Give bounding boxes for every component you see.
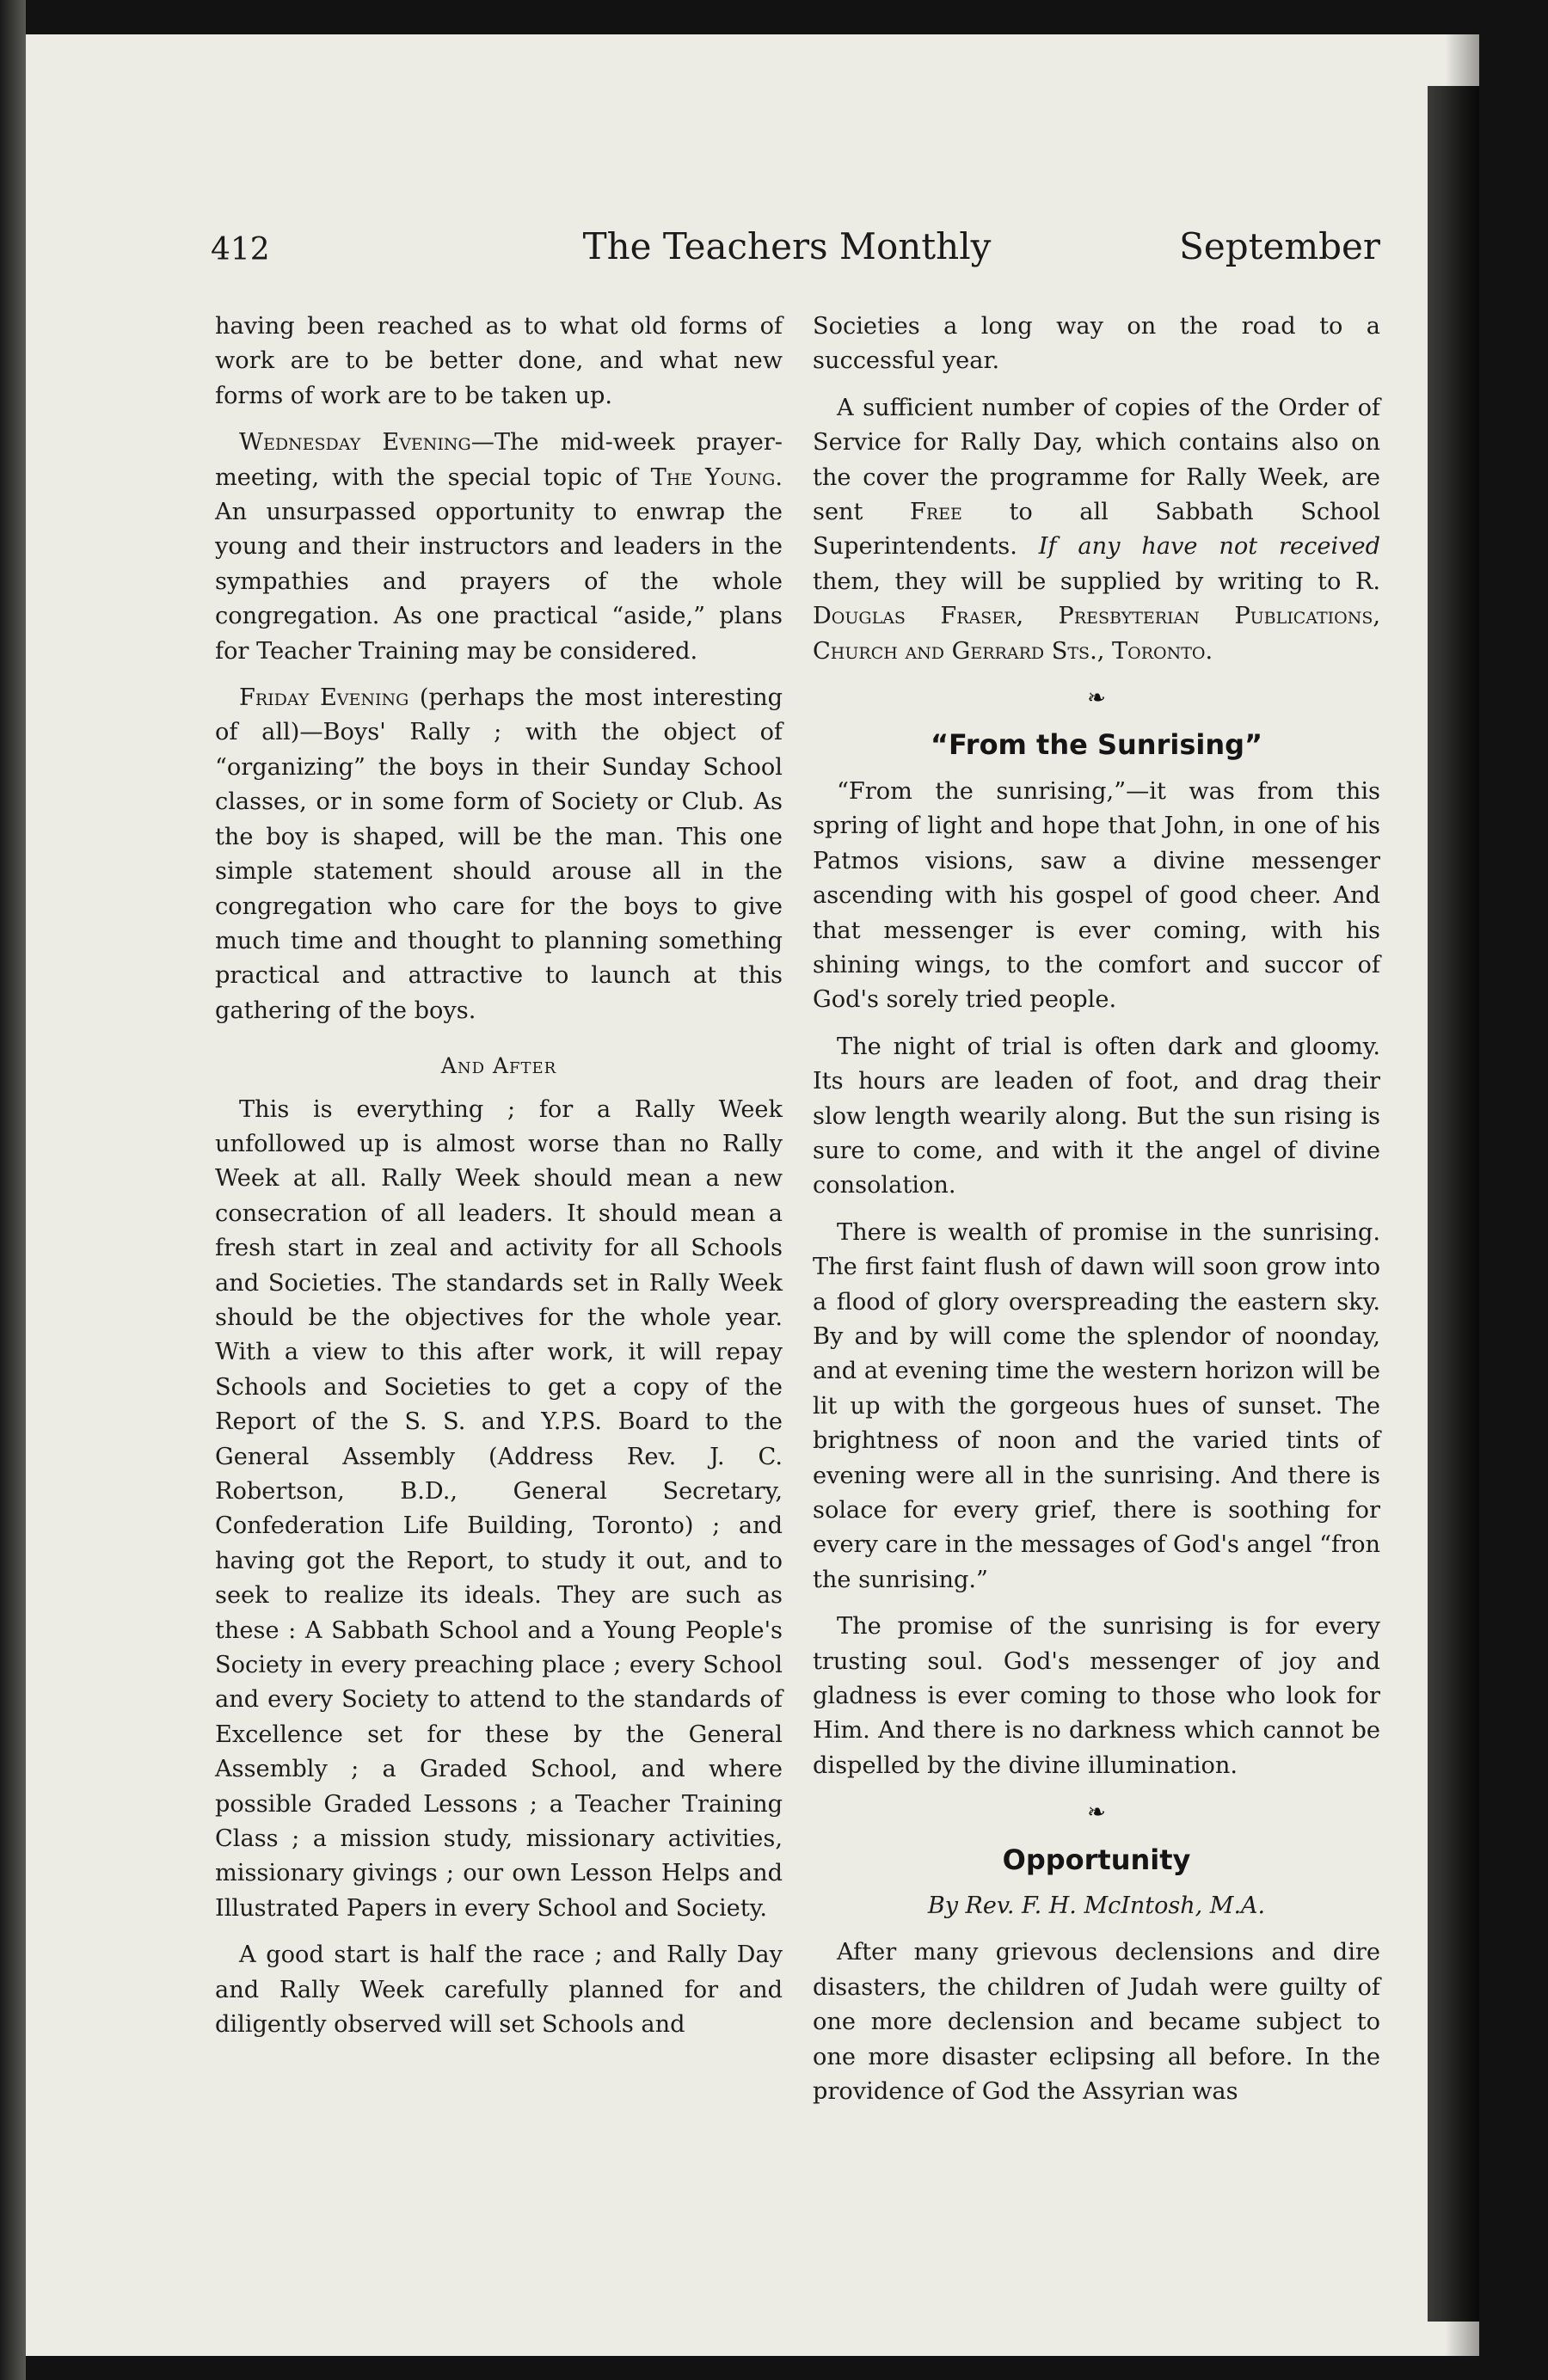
good-start-paragraph: A good start is half the race ; and Rally Day and Rally Week carefully planned for and diligently observed will set Schools and [215, 1941, 783, 2039]
running-header [194, 225, 1380, 277]
wednesday-paragraph [215, 426, 783, 669]
wednesday-text-a: —The mid-week prayer-meeting, with the special topic of [215, 429, 783, 491]
continuation-paragraph: having been reached as to what old forms of work are to be better done, and what new forms of work are to be taken up. [215, 313, 783, 409]
order-text-a: A sufficient number of copies of the Order of Service for Rally Day, which contains also on the cover the programme for Rally Week, are sent [813, 394, 1380, 526]
wednesday-lead: Wednesday Evening [239, 429, 471, 457]
order-italic: If any have not received [1038, 533, 1380, 561]
journal-title: The Teachers Monthly [582, 225, 992, 267]
order-text-c: them, they will be supplied by writing to [813, 567, 1355, 595]
friday-text: (perhaps the most interesting of all)—Boys' Rally ; with the object of “organizing” the boys in their Sunday School classes, or in some form of Society or Club. As the boy is shaped, will be the man. This one simple statement should arouse all in the congregation who care for the boys to give much time and thought to planning something practical and attractive to launch at this gathering of the boys. [215, 684, 783, 1024]
order-free: Free [910, 499, 962, 526]
opportunity-byline: By Rev. F. H. McIntosh, M.A. [927, 1892, 1266, 1920]
sunrising-paragraph-3: There is wealth of promise in the sunrising. The first faint flush of dawn will soon grow into a flood of glory overspreading the eastern sky. By and by will come the splendor of noonday, and at evening time the western horizon will be lit up with the gorgeous hues of sunset. The brightness of noon and the varied tints of evening were all in the sunrising. And there is solace for every grief, there is soothing for every care in the messages of God's angel “fron the sunrising.” [813, 1218, 1380, 1593]
left-page-edge [0, 0, 26, 2380]
opportunity-heading: Opportunity [1002, 1843, 1191, 1876]
page-number: 412 [211, 232, 270, 267]
friday-lead: Friday Evening [239, 684, 409, 712]
continuation-paragraph-right: Societies a long way on the road to a successful year. [813, 313, 1380, 375]
sunrising-heading: “From the Sunrising” [930, 728, 1263, 762]
and-after-paragraph: This is everything ; for a Rally Week unfollowed up is almost worse than no Rally Week at all. Rally Week should mean a new consecration of all leaders. It should mean a fresh start in zeal and activity for all Schools and Societies. The standards set in Rally Week should be the objectives for the whole year. With a view to this after work, it will repay Schools and Societies to get a copy of the Report of the S. S. and Y.P.S. Board to the General Assembly (Address Rev. J. C. Robertson, B.D., General Secretary, Confederation Life Building, Toronto) ; and having got the Report, to study it out, and to seek to realize its ideals. They are such as these : A Sabbath School and a Young People's Society in every preaching place ; every School and every Society to attend to the standards of Excellence set for these by the General Assembly ; a Graded School, and where possible Graded Lessons ; a Teacher Training Class ; a mission study, missionary activities, missionary givings ; our own Lesson Helps and Illustrated Papers in every School and Society. [215, 1095, 783, 1922]
opportunity-paragraph-1: After many grievous declensions and dire disasters, the children of Judah were guilty of one more declension and became subject to one more disaster eclipsing all before. In the providence of God the Assyrian was [813, 1939, 1380, 2106]
sunrising-paragraph-1: “From the sunrising,”—it was from this spring of light and hope that John, in one of his Patmos visions, saw a divine messenger ascending with his gospel of good cheer. And that messenger is ever coming, with his shining wings, to the comfort and succor of God's sorely tried people. [813, 777, 1380, 1014]
issue-month: September [1179, 225, 1380, 267]
order-address: R. Douglas Fraser, Presbyterian Publications, Church and Gerrard Sts., Toronto. [813, 567, 1380, 665]
sunrising-paragraph-2: The night of trial is often dark and gloomy. Its hours are leaden of foot, and drag their slow length wearily along. But the sun rising is sure to come, and with it the angel of divine consolation. [813, 1033, 1380, 1199]
friday-paragraph [215, 681, 783, 1028]
right-column [813, 310, 1380, 2122]
left-column [215, 310, 783, 2055]
sunrising-paragraph-4: The promise of the sunrising is for every trusting soul. God's messenger of joy and gladness is ever coming to those who look for Him. And there is no darkness which cannot be dispelled by the divine illumination. [813, 1613, 1380, 1779]
order-text-b: to all Sabbath School Superintendents. [813, 499, 1381, 561]
and-after-heading: And After [440, 1053, 557, 1079]
hand-ornament-icon-2: ❧ [1087, 1800, 1106, 1826]
order-of-service-paragraph [813, 391, 1380, 669]
wednesday-topic: The Young [650, 463, 776, 491]
book-spine [1428, 86, 1479, 2322]
wednesday-text-b: . An unsurpassed opportunity to enwrap the young and their instructors and leaders in the sympathies and prayers of the whole congregation. As one practical “aside,” plans for Teacher Training may be considered. [215, 463, 783, 665]
hand-ornament-icon: ❧ [1087, 685, 1106, 712]
